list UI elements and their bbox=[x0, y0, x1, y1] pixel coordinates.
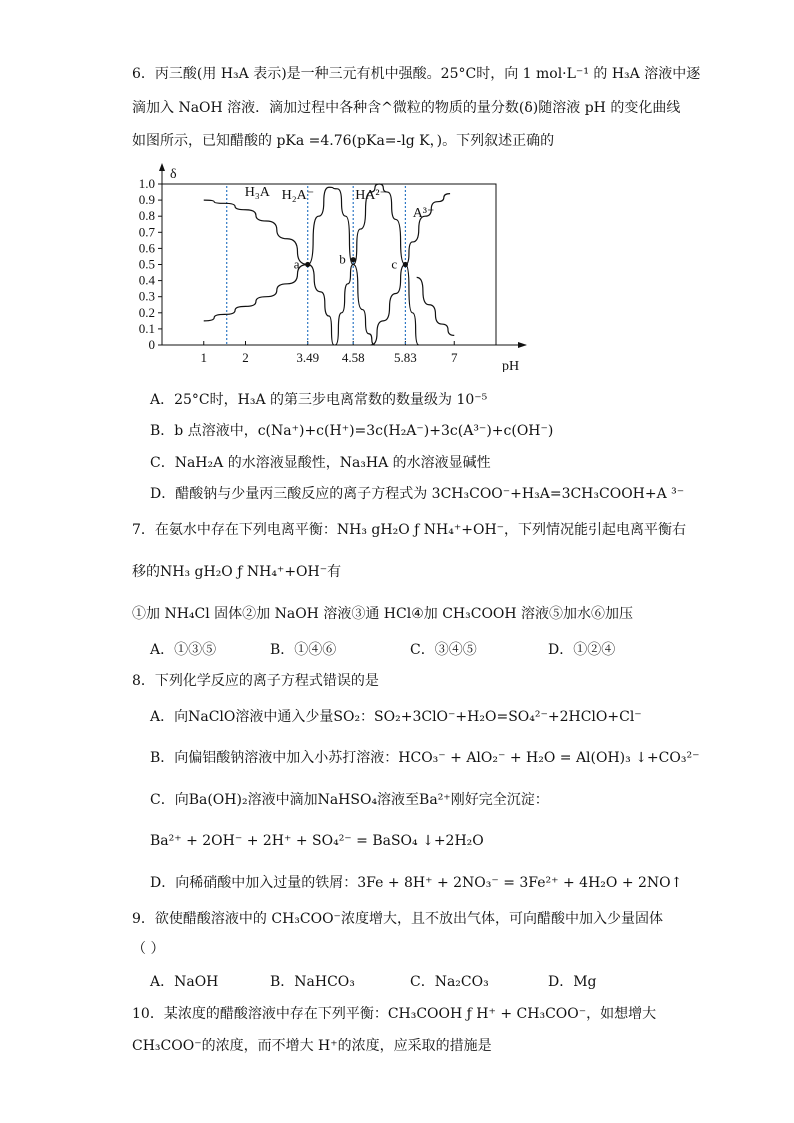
q7-option-c: C．③④⑤ bbox=[410, 642, 477, 658]
x-axis-arrow bbox=[518, 342, 527, 348]
q7-items: ①加 NH₄Cl 固体②加 NaOH 溶液③通 HCl④加 CH₃COOH 溶液⑤加水⑥加压 bbox=[132, 606, 634, 622]
q6-option-c: C．NaH₂A 的水溶液显酸性，Na₃HA 的水溶液显碱性 bbox=[150, 455, 491, 471]
series-label: A³⁻ bbox=[412, 205, 435, 221]
y-tick-label: 0.6 bbox=[138, 240, 155, 256]
curve-series-1 bbox=[204, 184, 375, 345]
x-tick-label: 3.49 bbox=[296, 350, 320, 365]
q7-stem-line-2: 移的NH₃ gH₂O ƒ NH₄⁺+OH⁻有 bbox=[132, 564, 342, 580]
q8-stem: 8．下列化学反应的离子方程式错误的是 bbox=[132, 673, 379, 689]
q7-stem-line-1: 7．在氨水中存在下列电离平衡：NH₃ gH₂O ƒ NH₄⁺+OH⁻，下列情况能引起电离平衡右 bbox=[132, 522, 687, 538]
q9-option-b: B．NaHCO₃ bbox=[270, 974, 355, 990]
y-axis-ticks bbox=[139, 176, 162, 352]
y-axis-label: δ bbox=[170, 167, 177, 182]
q7-option-d: D．①②④ bbox=[548, 642, 616, 658]
series-label: HA²⁻ bbox=[355, 188, 388, 204]
y-tick-label: 0 bbox=[148, 337, 155, 352]
x-tick-label: 4.58 bbox=[341, 350, 365, 365]
point-b bbox=[351, 257, 356, 262]
y-tick-label: 0.3 bbox=[138, 288, 155, 304]
point-label-b: b bbox=[339, 251, 346, 267]
q8-option-a: A．向NaClO溶液中通入少量SO₂：SO₂+3ClO⁻+H₂O=SO₄²⁻+2HClO+Cl⁻ bbox=[150, 709, 642, 725]
y-tick-label: 0.8 bbox=[138, 208, 155, 224]
q8-option-b: B．向偏铝酸钠溶液中加入小苏打溶液：HCO₃⁻ + AlO₂⁻ + H₂O = Al(OH)₃ ↓+CO₃²⁻ bbox=[150, 750, 700, 766]
y-tick-label: 0.5 bbox=[138, 256, 155, 272]
point-c bbox=[403, 262, 408, 267]
y-axis-arrow bbox=[159, 163, 165, 171]
q6-option-a: A．25°C时，H₃A 的第三步电离常数的数量级为 10⁻⁵ bbox=[150, 392, 488, 408]
dashed-reference-lines bbox=[227, 186, 406, 345]
q6-option-b: B．b 点溶液中，c(Na⁺)+c(H⁺)=3c(H₂A⁻)+3c(A³⁻)+c(OH⁻) bbox=[150, 423, 554, 439]
q7-option-b: B．①④⑥ bbox=[270, 642, 337, 658]
curve-series-4 bbox=[417, 277, 455, 335]
q9-option-c: C．Na₂CO₃ bbox=[410, 974, 489, 990]
x-tick-label: 7 bbox=[451, 350, 458, 365]
y-tick-label: 0.1 bbox=[138, 320, 155, 336]
plot-border bbox=[162, 184, 496, 345]
q9-option-a: A．NaOH bbox=[150, 974, 219, 990]
x-axis-label: pH bbox=[502, 359, 520, 372]
q8-option-c-equation: Ba²⁺ + 2OH⁻ + 2H⁺ + SO₄²⁻ = BaSO₄ ↓+2H₂O bbox=[150, 833, 484, 849]
x-tick-label: 5.83 bbox=[394, 350, 417, 365]
point-label-a: a bbox=[293, 256, 300, 272]
series-label: H₃A bbox=[244, 184, 270, 200]
q6-stem-line-1: 6．丙三酸(用 H₃A 表示)是一种三元有机中强酸。25°C时，向 1 mol·L⁻¹ 的 H₃A 溶液中逐 bbox=[132, 66, 701, 82]
q6-option-d: D．醋酸钠与少量丙三酸反应的离子方程式为 3CH₃COO⁻+H₃A=3CH₃COOH+A ³⁻ bbox=[150, 486, 685, 502]
q8-option-c: C．向Ba(OH)₂溶液中滴加NaHSO₄溶液至Ba²⁺刚好完全沉淀： bbox=[150, 792, 549, 808]
q9-option-d: D．Mg bbox=[548, 974, 597, 990]
y-tick-label: 0.9 bbox=[138, 192, 155, 208]
y-tick-label: 1.0 bbox=[138, 176, 155, 191]
q6-stem-line-3: 如图所示，已知醋酸的 pKa =4.76(pKa=-lg K，)。下列叙述正确的 bbox=[132, 133, 555, 149]
point-a bbox=[305, 262, 310, 267]
y-tick-label: 0.7 bbox=[138, 224, 155, 240]
q6-stem-line-2: 滴加入 NaOH 溶液．滴加过程中各种含^微粒的物质的量分数(δ)随溶液 pH 的变化曲线 bbox=[132, 100, 681, 116]
series-label: H₂A⁻ bbox=[281, 188, 315, 204]
q9-stem-line-1: 9．欲使醋酸溶液中的 CH₃COO⁻浓度增大，且不放出气体，可向醋酸中加入少量固体 bbox=[132, 911, 663, 927]
q10-stem-line-1: 10．某浓度的醋酸溶液中存在下列平衡：CH₃COOH ƒ H⁺ + CH₃COO⁻，如想增大 bbox=[132, 1006, 657, 1022]
y-tick-label: 0.4 bbox=[138, 272, 155, 288]
x-tick-label: 1 bbox=[200, 350, 207, 365]
distribution-chart bbox=[118, 157, 538, 372]
q9-stem-line-2: （ ） bbox=[132, 941, 165, 957]
point-label-c: c bbox=[391, 256, 398, 272]
q7-option-a: A．①③⑤ bbox=[150, 642, 217, 658]
y-tick-label: 0.2 bbox=[138, 304, 155, 320]
x-tick-label: 2 bbox=[242, 350, 249, 365]
q8-option-d: D．向稀硝酸中加入过量的铁屑：3Fe + 8H⁺ + 2NO₃⁻ = 3Fe²⁺ + 4H₂O + 2NO↑ bbox=[150, 875, 683, 891]
q10-stem-line-2: CH₃COO⁻的浓度，而不增大 H⁺的浓度，应采取的措施是 bbox=[132, 1038, 492, 1054]
